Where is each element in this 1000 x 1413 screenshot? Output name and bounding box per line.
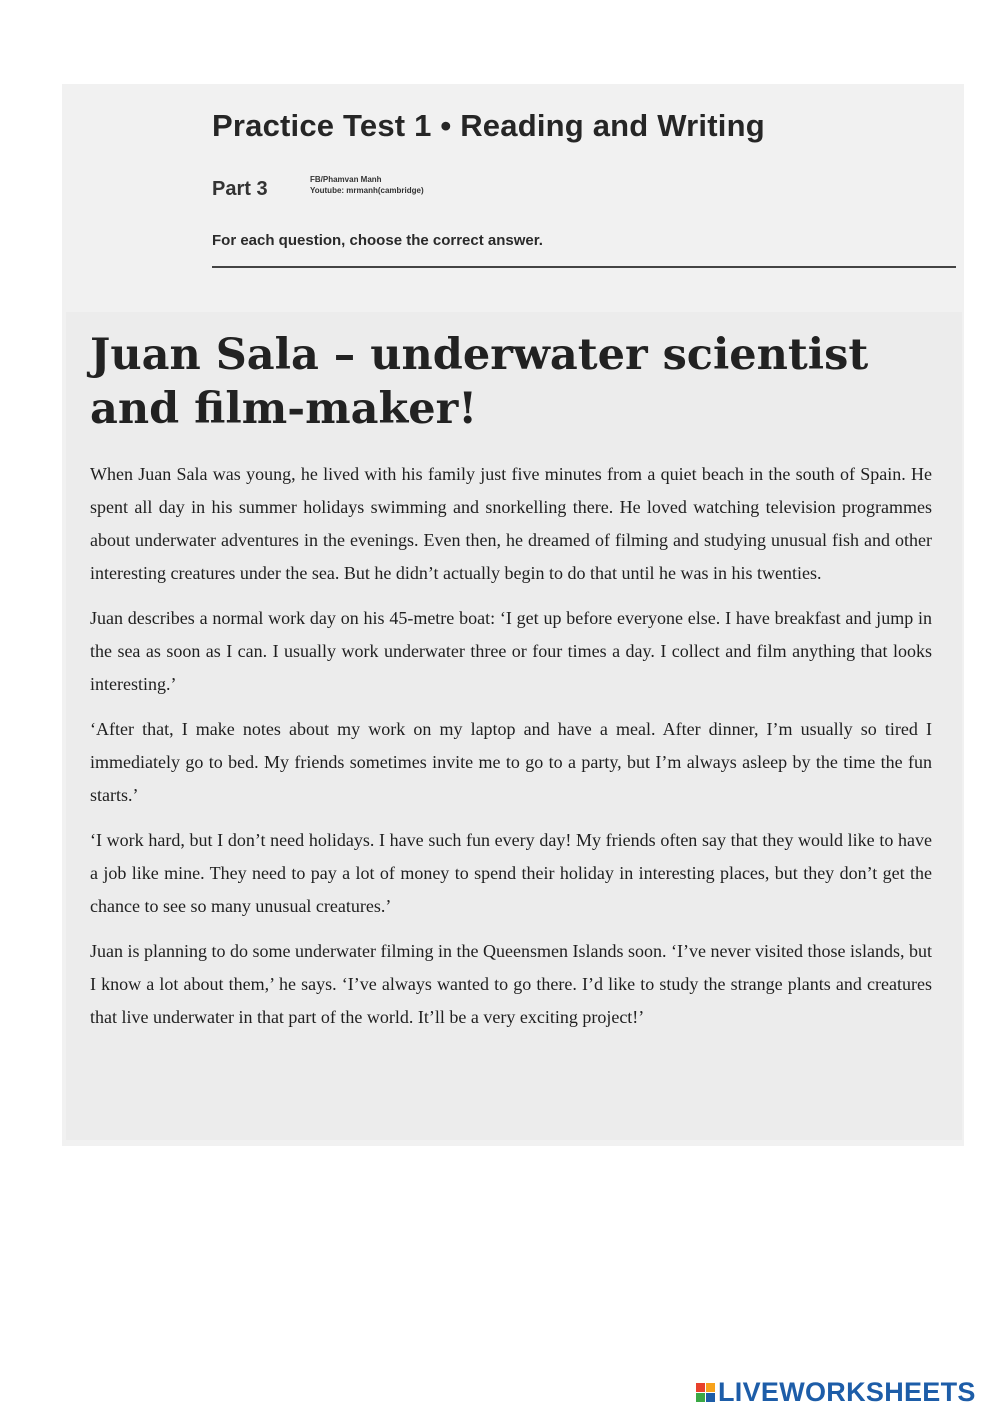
article-paragraph-4: ‘I work hard, but I don’t need holidays. I have such fun every day! My friends often say that they would like to have a job like mine. They need to pay a lot of money to spend their holiday in interesting places, but they don’t get the chance to see so many unusual creatures.’ xyxy=(90,830,932,916)
logo-square-green xyxy=(696,1393,705,1402)
article-title-line-1: Juan Sala – underwater scientist xyxy=(90,330,869,380)
logo-square-blue xyxy=(706,1393,715,1402)
article-title-line-2: and film-maker! xyxy=(90,384,478,434)
page-title: Practice Test 1 • Reading and Writing xyxy=(212,108,765,143)
article-paragraph-2: Juan describes a normal work day on his 45-metre boat: ‘I get up before everyone else. I have breakfast and jump in the sea as soon as I can. I usually work underwater three or four times a day. I collect and film anything that looks interesting.’ xyxy=(90,608,932,694)
liveworksheets-logo xyxy=(696,1377,976,1408)
logo-square-orange xyxy=(706,1383,715,1392)
credit-youtube: Youtube: mrmanh(cambridge) xyxy=(310,186,424,195)
logo-mark-icon xyxy=(696,1383,715,1402)
article-paragraph-5: Juan is planning to do some underwater filming in the Queensmen Islands soon. ‘I’ve never visited those islands, but I know a lot about them,’ he says. ‘I’ve always wanted to go there. I’d like to study the strange plants and creatures that live underwater in that part of the world. It’ll be a very exciting project!’ xyxy=(90,941,932,1027)
logo-square-red xyxy=(696,1383,705,1392)
article-paragraph-1: When Juan Sala was young, he lived with his family just five minutes from a quiet beach in the south of Spain. He spent all day in his summer holidays swimming and snorkelling there. He loved watching television programmes about underwater adventures in the evenings. Even then, he dreamed of filming and studying unusual fish and other interesting creatures under the sea. But he didn’t actually begin to do that until he was in his twenties. xyxy=(90,464,932,583)
logo-text: LIVEWORKSHEETS xyxy=(718,1377,976,1407)
article-paragraph-3: ‘After that, I make notes about my work on my laptop and have a meal. After dinner, I’m usually so tired I immediately go to bed. My friends sometimes invite me to go to a party, but I’m always asleep by the time the fun starts.’ xyxy=(90,719,932,805)
credit-facebook: FB/Phamvan Manh xyxy=(310,175,382,184)
article-title xyxy=(90,328,940,436)
article-body xyxy=(90,458,932,1046)
divider xyxy=(212,266,956,268)
part-label: Part 3 xyxy=(212,178,268,200)
credits xyxy=(310,174,424,196)
instruction-text: For each question, choose the correct answer. xyxy=(212,232,543,249)
